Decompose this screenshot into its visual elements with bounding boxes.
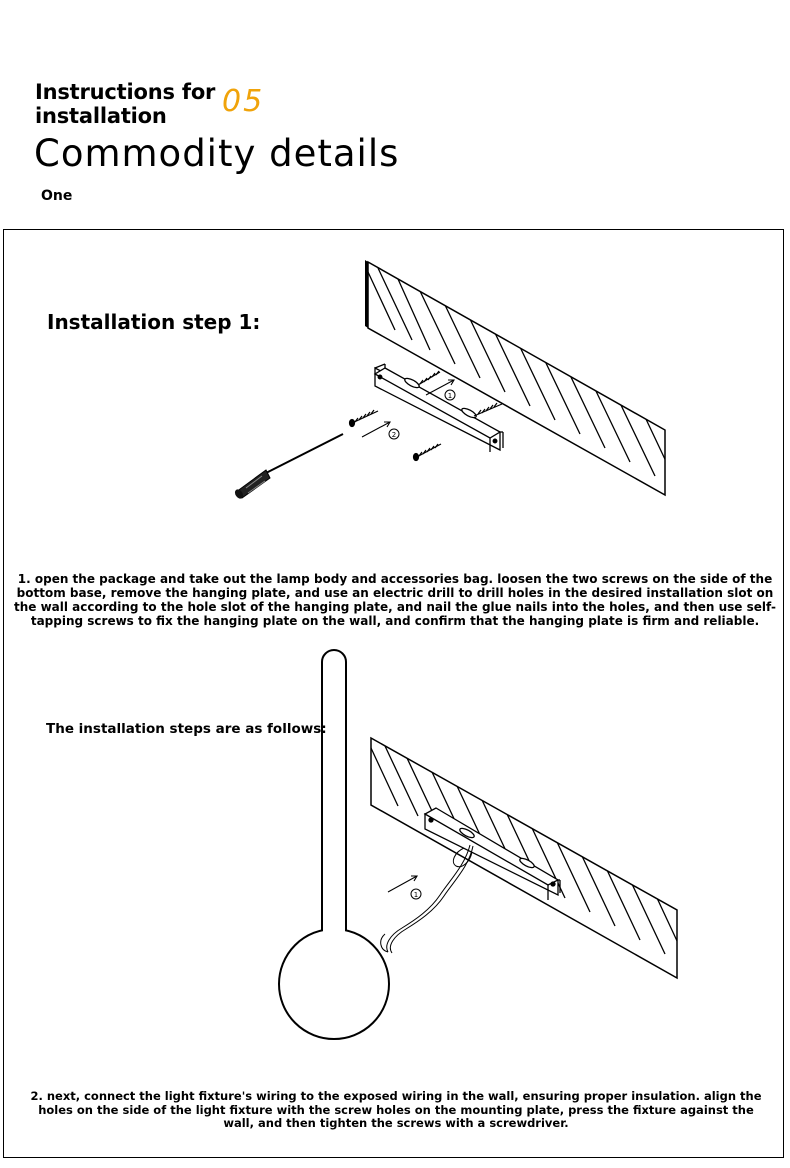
subtitle: Commodity details <box>34 132 400 175</box>
title-line-2: installation <box>35 104 167 128</box>
callout-1 <box>445 390 455 400</box>
screwdriver-icon <box>233 434 343 500</box>
wall-1 <box>365 260 672 495</box>
section-number: 05 <box>222 84 265 119</box>
arrow-icon <box>388 876 417 892</box>
callout-step2 <box>411 889 421 899</box>
wire <box>381 845 473 953</box>
step2-instructions: 2. next, connect the light fixture's wiring to the exposed wiring in the wall, ensuring proper insulation. align the holes on the side of the light fixture with the screw holes on the mounting plate, press the fixture against the wall, and then tighten the screws with a screwdriver. <box>30 1089 762 1130</box>
title-line-1: Instructions for <box>35 80 216 104</box>
section-label: One <box>41 188 73 204</box>
step1-instructions: 1. open the package and take out the lamp body and accessories bag. loosen the two screws on the side of the bottom base, remove the hanging plate, and use an electric drill to drill holes in the desired installation slot on the wall according to the hole slot of the hanging plate, and nail the glue nails into the holes, and then use self-tapping screws to fix the hanging plate on the wall, and confirm that the hanging plate is firm and reliable. <box>14 572 776 628</box>
step2-label: The installation steps are as follows: <box>46 721 327 737</box>
wall-2 <box>371 738 685 978</box>
svg-text:1: 1 <box>413 891 419 899</box>
callout-2 <box>389 429 399 439</box>
svg-text:2: 2 <box>391 431 397 439</box>
svg-text:1: 1 <box>447 392 453 400</box>
lamp-joint <box>323 925 345 937</box>
lamp-body <box>279 650 389 1039</box>
step1-heading: Installation step 1: <box>47 310 261 334</box>
